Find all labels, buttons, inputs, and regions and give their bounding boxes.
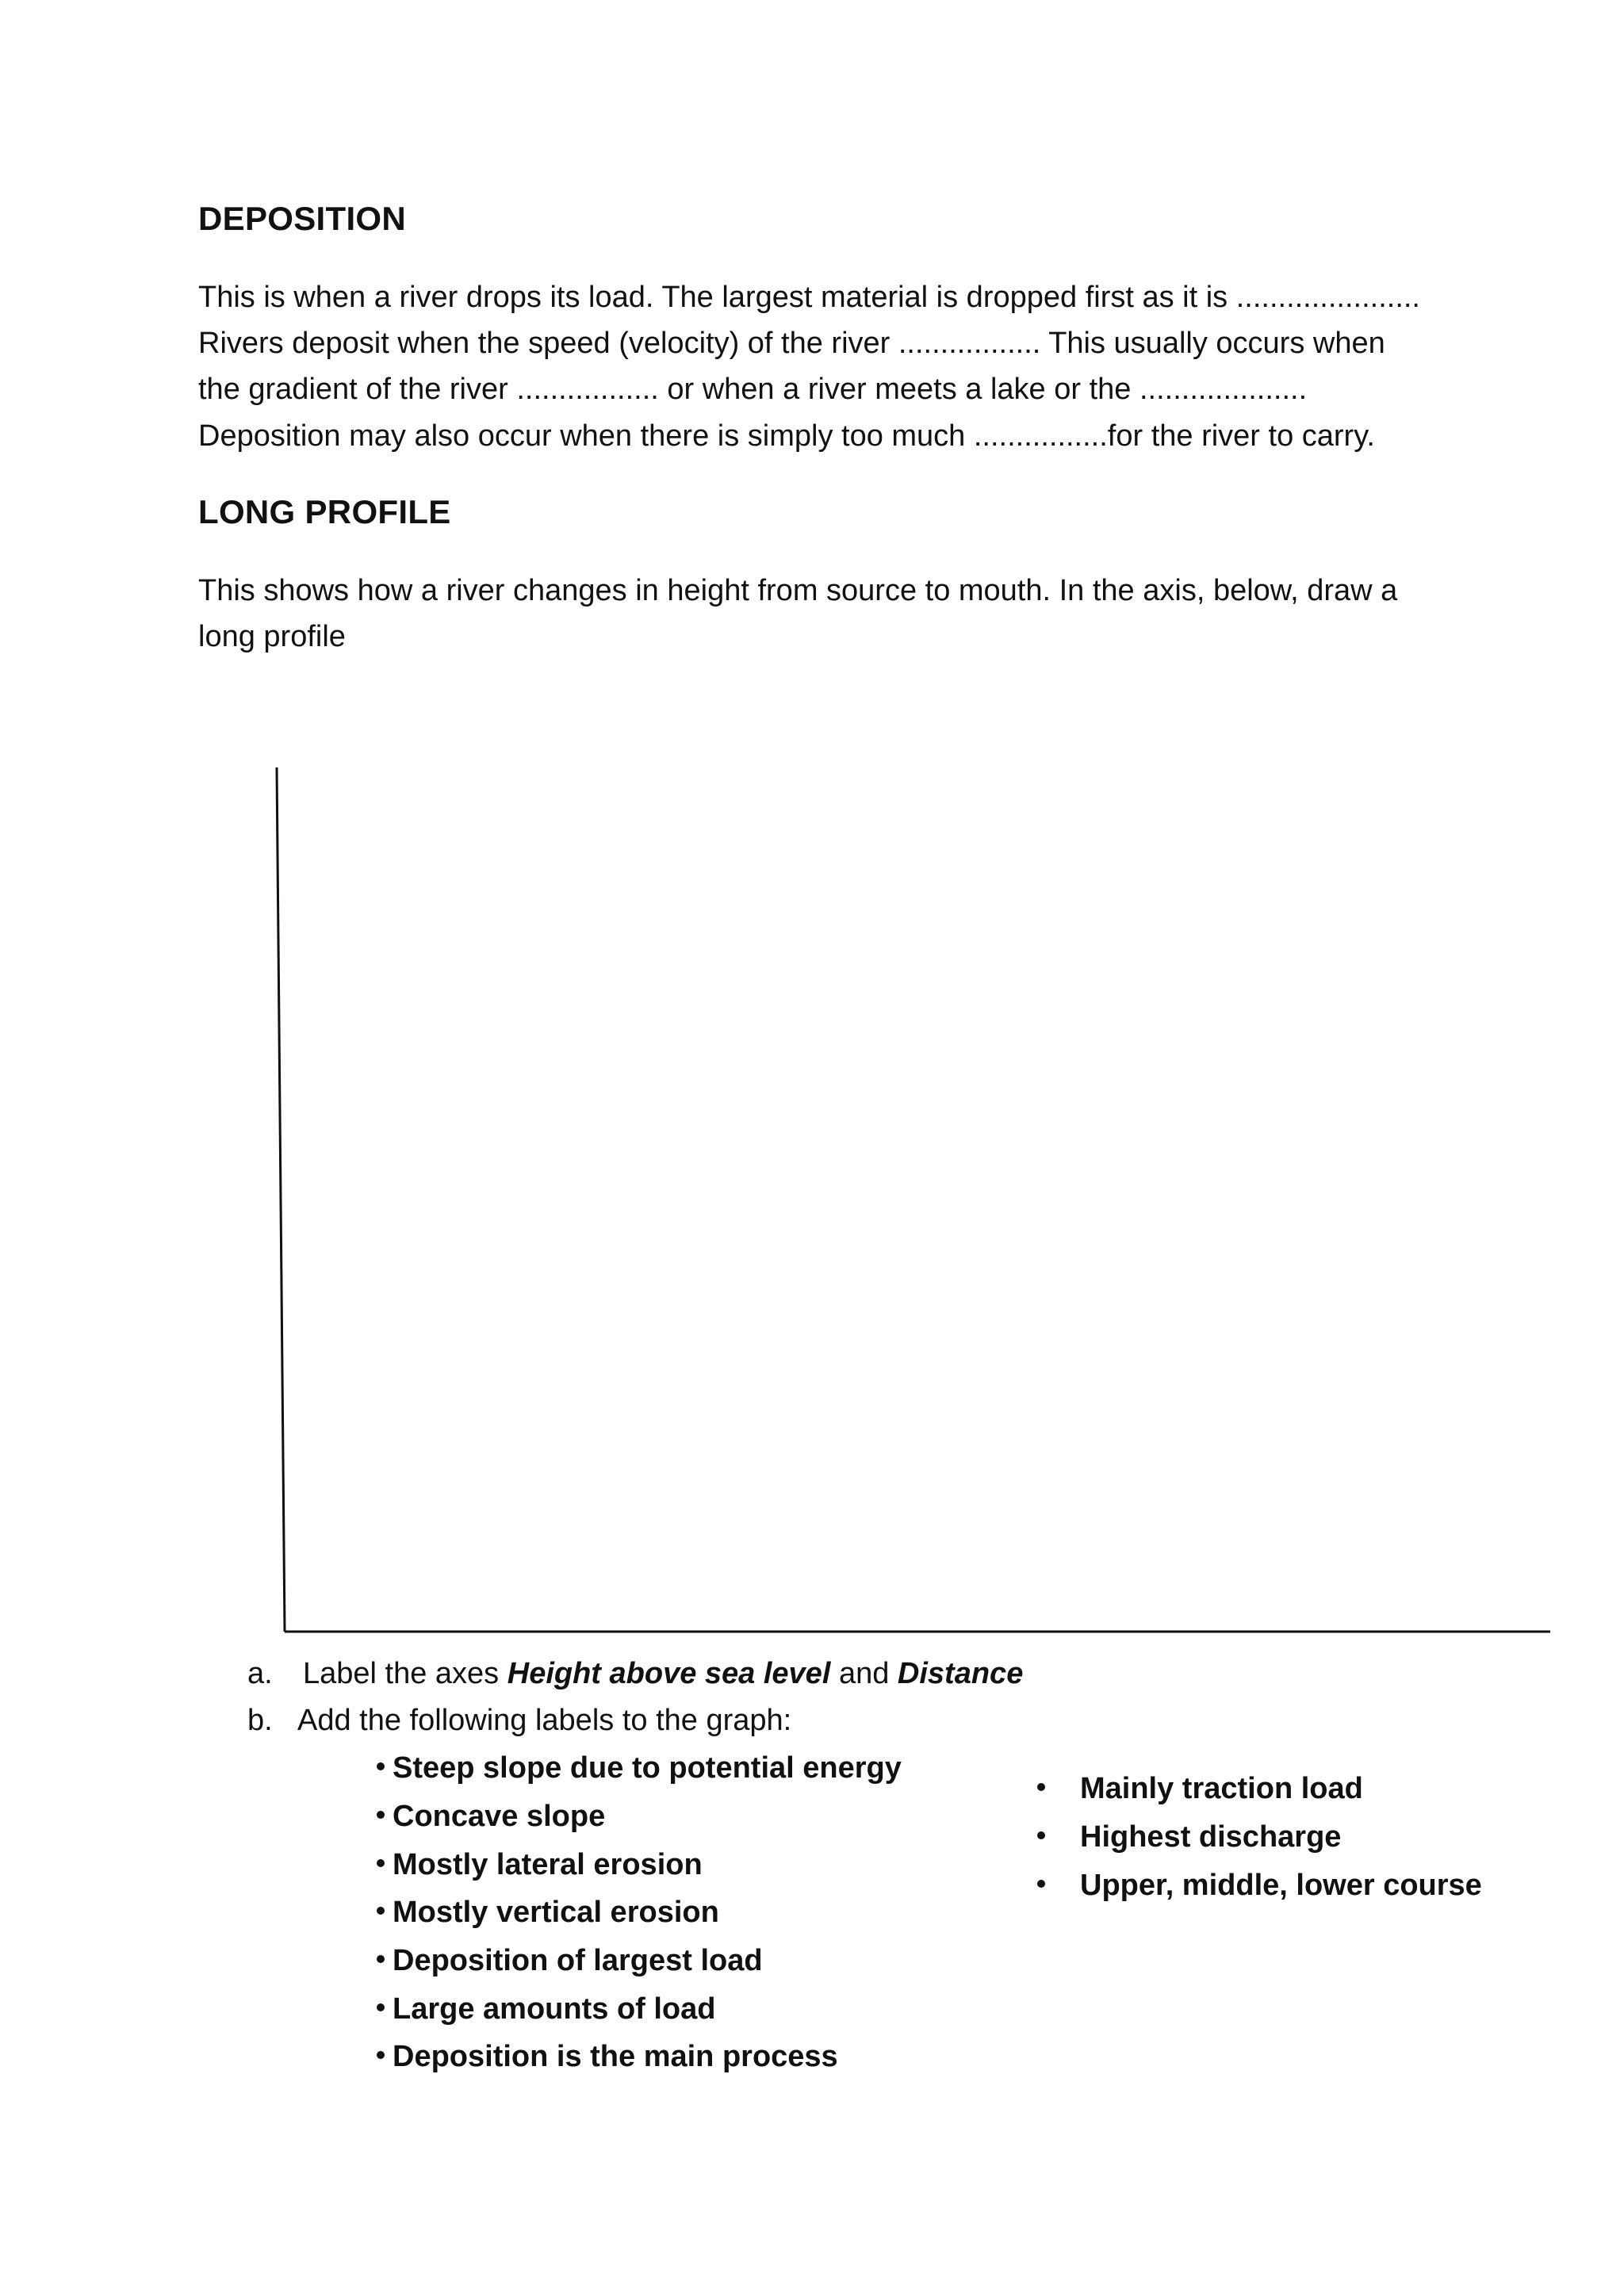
deposition-line-3: the gradient of the river ................. or when a river meets a lake or the .................... [198,373,1308,406]
label-list-item: Highest discharge [1037,1820,1341,1854]
deposition-line-4: Deposition may also occur when there is simply too much ................for the river to carry. [198,419,1375,453]
task-a-axis-distance: Distance [897,1657,1024,1690]
label-list-item: Steep slope due to potential energy [377,1751,902,1785]
bullet-icon [1037,1831,1045,1839]
label-list-item: Deposition of largest load [377,1944,763,1978]
task-a [247,1657,1023,1691]
label-list-item: Deposition is the main process [377,2040,838,2074]
label-list-item: Mostly lateral erosion [377,1848,703,1882]
label-list-item: Mostly vertical erosion [377,1896,719,1930]
bullet-icon [377,2051,385,2059]
y-axis-line [277,767,285,1632]
bullet-icon [377,1859,385,1867]
task-a-axis-height: Height above sea level [507,1657,831,1690]
bullet-icon [377,1955,385,1963]
task-b-text: Add the following labels to the graph: [297,1704,792,1737]
task-b [247,1704,791,1738]
bullet-icon [377,2003,385,2011]
deposition-line-2: Rivers deposit when the speed (velocity) of the river ................. This usually occurs when [198,327,1385,360]
label-list-item: Upper, middle, lower course [1037,1869,1482,1903]
label-list-item: Concave slope [377,1800,605,1834]
bullet-icon [377,1762,385,1770]
task-a-marker: a. [247,1657,273,1690]
label-list-item: Large amounts of load [377,1992,715,2026]
task-a-text-mid: and [830,1657,898,1690]
long-profile-line-2: long profile [198,620,346,653]
bullet-icon [377,1811,385,1819]
bullet-icon [1037,1783,1045,1791]
label-list-item: Mainly traction load [1037,1772,1363,1806]
deposition-heading: DEPOSITION [198,200,407,237]
deposition-line-1: This is when a river drops its load. The largest material is dropped first as it is ...................... [198,281,1420,314]
long-profile-heading: LONG PROFILE [198,493,451,530]
bullet-icon [1037,1880,1045,1888]
task-b-marker: b. [247,1704,273,1737]
bullet-icon [377,1907,385,1915]
task-a-text-before: Label the axes [303,1657,508,1690]
long-profile-line-1: This shows how a river changes in height from source to mouth. In the axis, below, draw a [198,574,1398,607]
